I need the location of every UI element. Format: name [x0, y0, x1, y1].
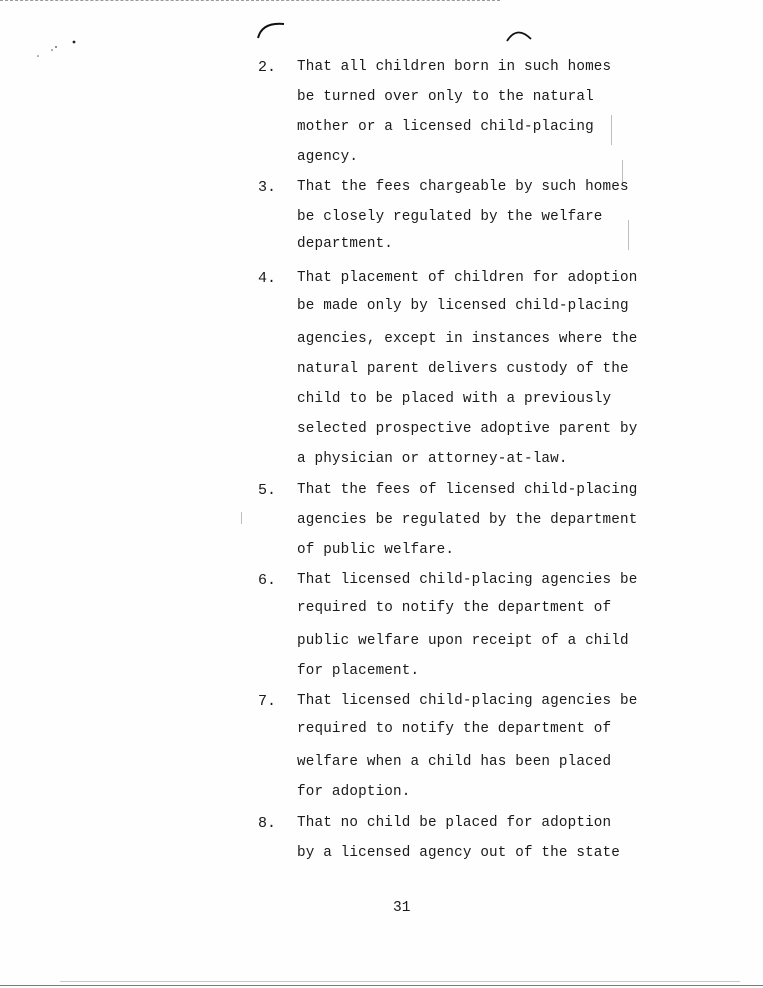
text-line: mother or a licensed child-placing — [297, 119, 594, 135]
top-scan-border — [0, 0, 500, 1]
text-line: That licensed child-placing agencies be — [297, 572, 638, 588]
item-number: 4. — [258, 270, 277, 287]
text-line: required to notify the department of — [297, 721, 612, 737]
bottom-scan-border — [0, 985, 763, 986]
text-line: That licensed child-placing agencies be — [297, 693, 638, 709]
item-number: 8. — [258, 815, 277, 832]
hole-punch-mark-left — [256, 18, 288, 40]
item-number: 2. — [258, 59, 277, 76]
text-line: child to be placed with a previously — [297, 391, 612, 407]
text-line: be made only by licensed child-placing — [297, 298, 629, 314]
text-line: required to notify the department of — [297, 600, 612, 616]
text-line: for placement. — [297, 663, 420, 679]
text-line: selected prospective adoptive parent by — [297, 421, 638, 437]
text-line: a physician or attorney-at-law. — [297, 451, 568, 467]
page-number: 31 — [393, 900, 411, 916]
text-line: agencies, except in instances where the — [297, 331, 638, 347]
text-line: of public welfare. — [297, 542, 455, 558]
scan-artifact-line — [611, 115, 612, 145]
item-number: 6. — [258, 572, 277, 589]
text-line: be closely regulated by the welfare — [297, 209, 603, 225]
text-line: for adoption. — [297, 784, 411, 800]
text-line: That all children born in such homes — [297, 59, 612, 75]
text-line: That placement of children for adoption — [297, 270, 638, 286]
text-line: welfare when a child has been placed — [297, 754, 612, 770]
text-line: department. — [297, 236, 394, 252]
hole-punch-mark-right — [505, 27, 535, 43]
text-line: agencies be regulated by the department — [297, 512, 638, 528]
scan-specks — [36, 38, 80, 64]
text-line: agency. — [297, 149, 359, 165]
text-line: by a licensed agency out of the state — [297, 845, 620, 861]
text-line: public welfare upon receipt of a child — [297, 633, 629, 649]
item-number: 7. — [258, 693, 277, 710]
scan-artifact-line — [241, 512, 242, 524]
bottom-scan-border-faint — [60, 981, 740, 982]
item-number: 3. — [258, 179, 277, 196]
text-line: natural parent delivers custody of the — [297, 361, 629, 377]
text-line: That the fees chargeable by such homes — [297, 179, 629, 195]
text-line: That the fees of licensed child-placing — [297, 482, 638, 498]
text-line: That no child be placed for adoption — [297, 815, 612, 831]
text-line: be turned over only to the natural — [297, 89, 594, 105]
item-number: 5. — [258, 482, 277, 499]
scan-artifact-line — [628, 220, 629, 250]
